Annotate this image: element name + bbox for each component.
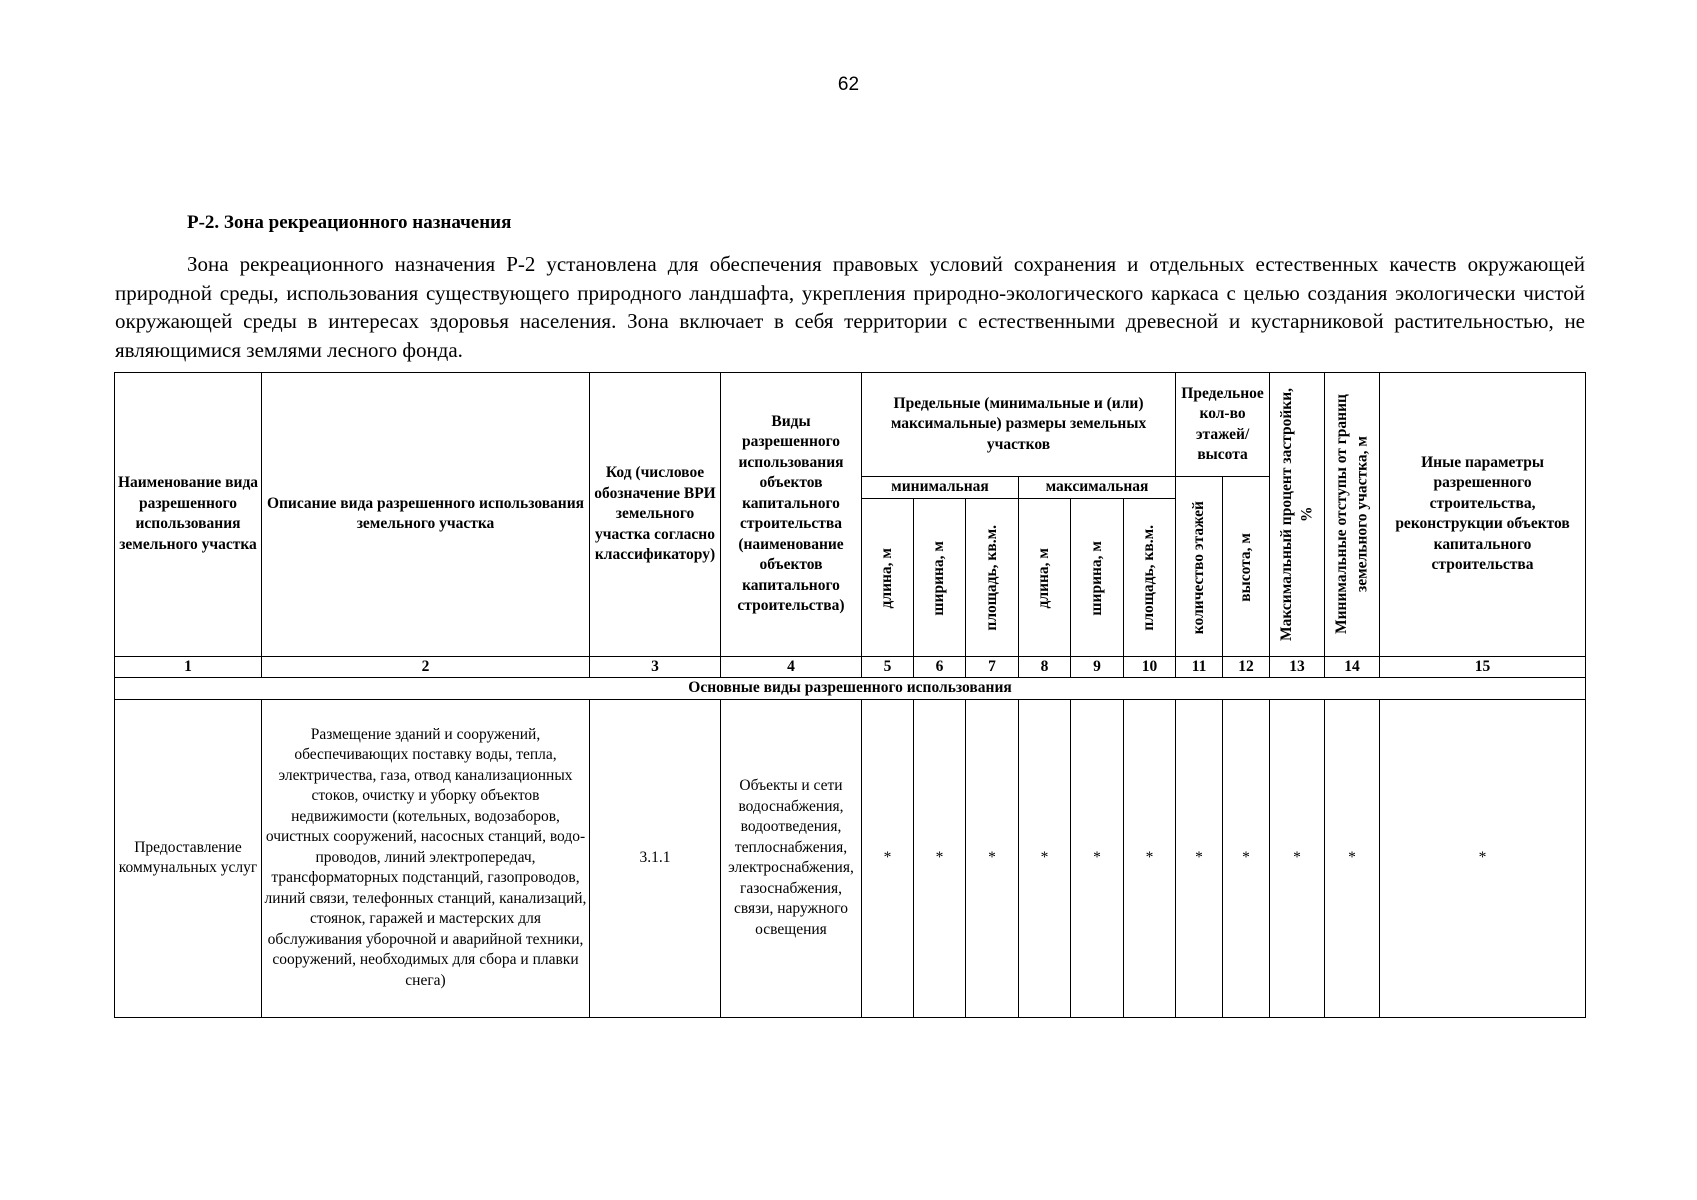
row-cell-max-length: * [1019,699,1071,1017]
row-code: 3.1.1 [590,699,721,1017]
col-number: 15 [1380,656,1586,678]
zoning-table [114,372,1586,1018]
header-plot-limits: Предельные (минимальные и (или) максимальные) размеры земельных участков [862,373,1176,477]
col-number: 6 [914,656,966,678]
col-number: 10 [1124,656,1176,678]
col-number: 2 [262,656,590,678]
header-min-length: длина, м [862,498,914,656]
row-description: Размещение зданий и сооружений, обеспечивающих поставку воды, тепла, электричества, газа, отвод канализационных стоков, очистку и уборку объектов недвижимости (котельных, водозаборов, очистных сооружений, насосных станций, водо-проводов, линий электропередач, трансформаторных подстанций, газопроводов, линий связи, телефонных станций, канализаций, стоянок, гаражей и мастерских для обслуживания уборочной и аварийной техники, сооружений, необходимых для сбора и плавки снега) [262,699,590,1017]
row-oks-objects: Объекты и сети водоснабжения, водоотведения, теплоснабжения, электроснабжения, газоснабжения, связи, наружного освещения [721,699,862,1017]
header-other-params: Иные параметры разрешенного строительства, реконструкции объектов капитального строительства [1380,373,1586,657]
row-cell-max-area: * [1124,699,1176,1017]
header-max-area: площадь, кв.м. [1124,498,1176,656]
header-setbacks: Минимальные отступы от границ земельного участка, м [1325,373,1380,657]
intro-paragraph: Зона рекреационного назначения Р-2 установлена для обеспечения правовых условий сохранения и отдельных естественных качеств окружающей природной среды, использования существующего природного ландшафта, укрепления природно-экологического каркаса с целью создания экологически чистой окружающей среды в интересах здоровья населения. Зона включает в себя территории с естественными древесной и кустарниковой растительностью, не являющимися землями лесного фонда. [115,252,1585,362]
column-numbers-row [115,656,1586,678]
col-number: 14 [1325,656,1380,678]
row-cell-min-length: * [862,699,914,1017]
col-number: 1 [115,656,262,678]
header-height: высота, м [1223,477,1270,657]
col-number: 4 [721,656,862,678]
row-cell-min-area: * [966,699,1019,1017]
header-max-length: длина, м [1019,498,1071,656]
header-vri-name: Наименование вида разрешенного использования земельного участка [115,373,262,657]
col-number: 7 [966,656,1019,678]
col-number: 11 [1176,656,1223,678]
header-build-percent: Максимальный процент застройки, % [1270,373,1325,657]
page-number: 62 [837,74,860,95]
table-row [115,699,1586,1017]
col-number: 3 [590,656,721,678]
col-number: 8 [1019,656,1071,678]
header-oks-types: Виды разрешенного использования объектов капитального строительства (наименование объектов капитального строительства) [721,373,862,657]
header-code: Код (числовое обозначение ВРИ земельного участка согласно классификатору) [590,373,721,657]
section-title-row: Основные виды разрешенного использования [115,678,1586,700]
row-vri-name: Предоставление коммунальных услуг [115,699,262,1017]
header-description: Описание вида разрешенного использования земельного участка [262,373,590,657]
header-min-width: ширина, м [914,498,966,656]
section-heading: Р-2. Зона рекреационного назначения [187,212,512,233]
row-cell-setbacks: * [1325,699,1380,1017]
header-floors: количество этажей [1176,477,1223,657]
row-cell-min-width: * [914,699,966,1017]
col-number: 13 [1270,656,1325,678]
header-max: максимальная [1019,477,1176,499]
col-number: 9 [1071,656,1124,678]
row-cell-build-percent: * [1270,699,1325,1017]
header-floors-group: Предельное кол-во этажей/ высота [1176,373,1270,477]
header-min-area: площадь, кв.м. [966,498,1019,656]
header-max-width: ширина, м [1071,498,1124,656]
col-number: 5 [862,656,914,678]
row-cell-other: * [1380,699,1586,1017]
header-min: минимальная [862,477,1019,499]
col-number: 12 [1223,656,1270,678]
row-cell-max-width: * [1071,699,1124,1017]
row-cell-floors: * [1176,699,1223,1017]
row-cell-height: * [1223,699,1270,1017]
